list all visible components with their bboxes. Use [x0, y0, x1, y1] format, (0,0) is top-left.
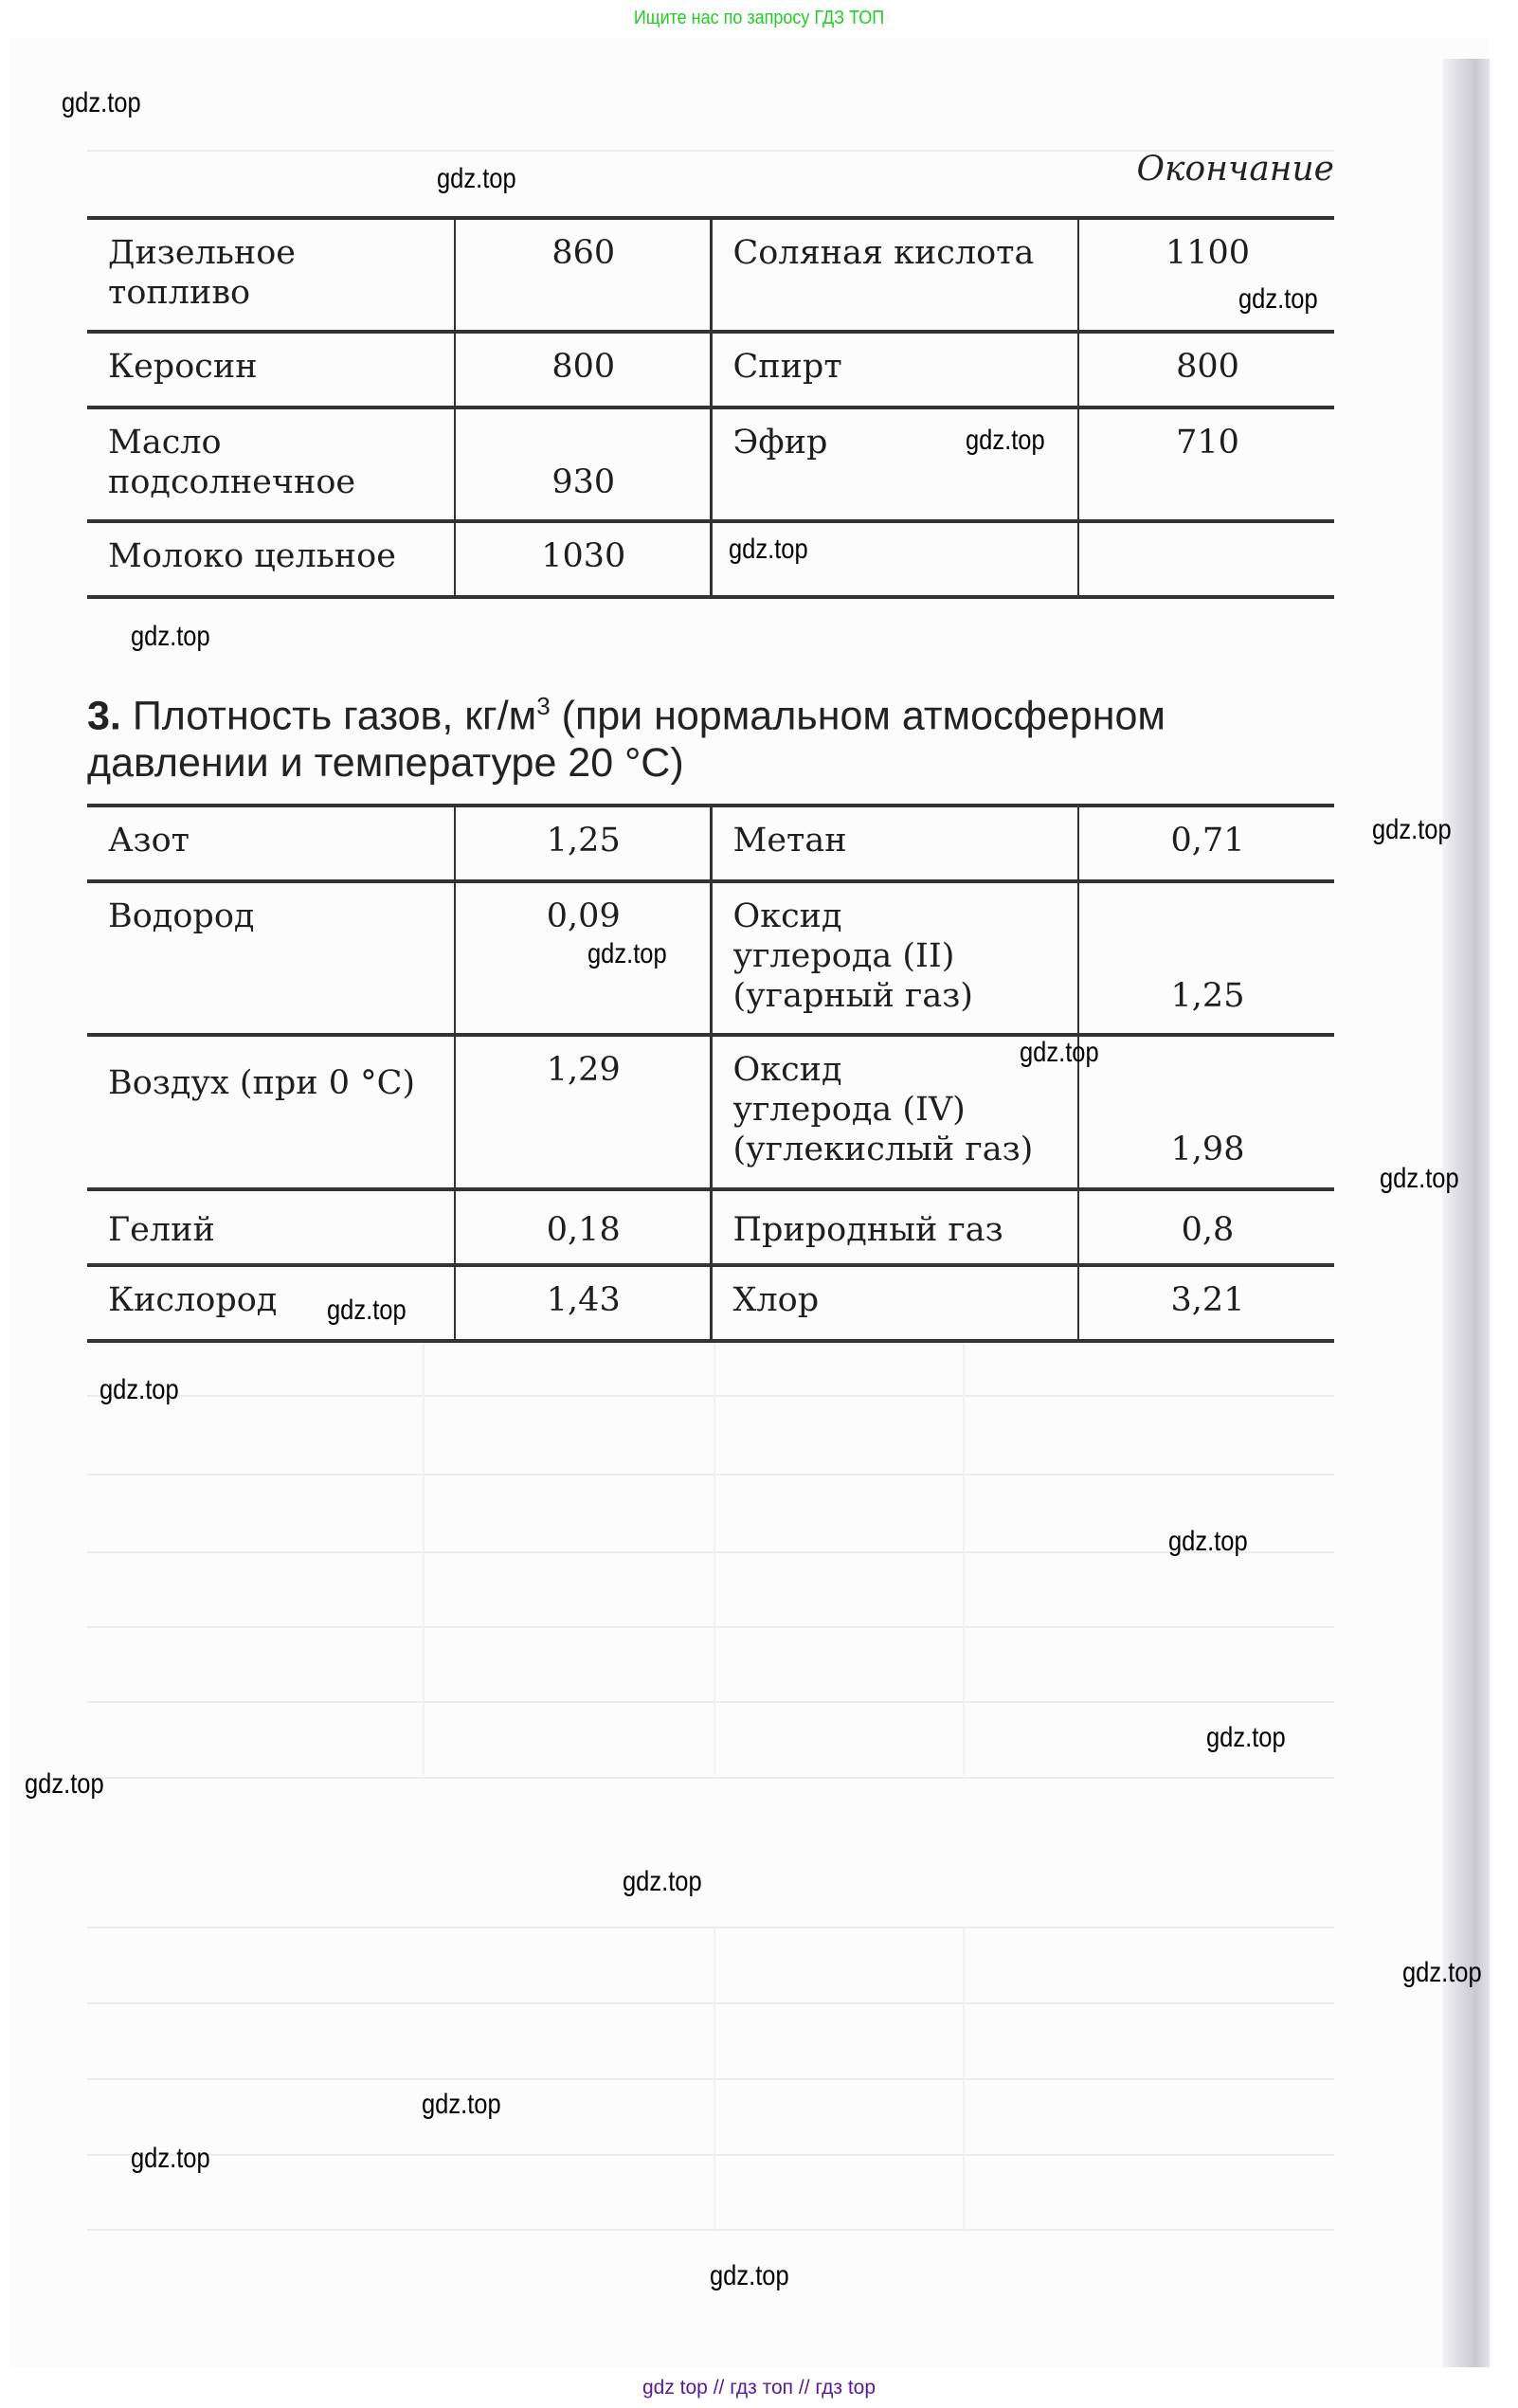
watermark-text: gdz.top [1372, 814, 1452, 845]
density-value: 1,25 [455, 806, 711, 881]
density-value: 1,43 [455, 1265, 711, 1341]
footer-watermark: gdz top // гдз топ // гдз top [642, 2377, 876, 2399]
substance-name: Оксид углерода (IV) (углекислый газ) [711, 1035, 1078, 1189]
watermark-text: gdz.top [729, 534, 808, 565]
substance-name: Эфир [711, 407, 1078, 521]
density-value: 800 [1078, 332, 1334, 407]
substance-name: Спирт [711, 332, 1078, 407]
page-edge-shadow [1442, 59, 1490, 2367]
watermark-text: gdz.top [1380, 1163, 1459, 1194]
density-value: 1,29 [455, 1035, 711, 1189]
substance-name: Природный газ [711, 1189, 1078, 1265]
section-title-continued: (при нормальном атмосферном давлении и температуре 20 °С) [87, 693, 1166, 787]
watermark-text: gdz.top [1402, 1957, 1482, 1988]
substance-name: Кислород [87, 1265, 455, 1341]
empty-cell [1078, 521, 1334, 597]
watermark-text: gdz.top [1168, 1526, 1248, 1557]
substance-name: Молоко цельное [87, 521, 455, 597]
watermark-text: gdz.top [1206, 1722, 1286, 1753]
section-heading [87, 682, 1357, 787]
watermark-text: gdz.top [25, 1768, 104, 1800]
watermark-text: gdz.top [623, 1866, 702, 1897]
superscript: 3 [536, 692, 551, 720]
table-row [87, 332, 1334, 407]
watermark-text: gdz.top [62, 87, 141, 118]
density-value: 1,98 [1078, 1035, 1334, 1189]
substance-name: Метан [711, 806, 1078, 881]
watermark-text: gdz.top [99, 1374, 179, 1405]
density-value: 0,09 [455, 881, 711, 1035]
density-value: 1030 [455, 521, 711, 597]
watermark-text: gdz.top [710, 2260, 789, 2291]
substance-name: Азот [87, 806, 455, 881]
substance-name: Дизельное топливо [87, 218, 455, 332]
density-value: 860 [455, 218, 711, 332]
table-row [87, 881, 1334, 1035]
table-row [87, 407, 1334, 521]
density-value: 0,18 [455, 1189, 711, 1265]
substance-name: Керосин [87, 332, 455, 407]
liquids-density-table [87, 216, 1334, 599]
table-row [87, 218, 1334, 332]
density-value: 1100 [1078, 218, 1334, 332]
table-row [87, 521, 1334, 597]
watermark-text: gdz.top [1020, 1037, 1099, 1068]
gases-density-table [87, 804, 1334, 1343]
density-value: 3,21 [1078, 1265, 1334, 1341]
watermark-text: gdz.top [966, 425, 1045, 456]
density-value: 0,71 [1078, 806, 1334, 881]
watermark-text: gdz.top [327, 1295, 407, 1326]
density-value: 0,8 [1078, 1189, 1334, 1265]
watermark-text: gdz.top [131, 2143, 210, 2174]
density-value: 800 [455, 332, 711, 407]
density-value: 930 [455, 407, 711, 521]
table-row [87, 1189, 1334, 1265]
density-value: 710 [1078, 407, 1334, 521]
substance-name: Хлор [711, 1265, 1078, 1341]
table-row [87, 1265, 1334, 1341]
substance-name: Воздух (при 0 °С) [87, 1035, 455, 1189]
substance-name: Гелий [87, 1189, 455, 1265]
section-title: Плотность газов, кг/м [132, 693, 537, 739]
substance-name: Оксид углерода (II) (угарный газ) [711, 881, 1078, 1035]
substance-name: Водород [87, 881, 455, 1035]
table-row [87, 1035, 1334, 1189]
table-row [87, 806, 1334, 881]
watermark-text: gdz.top [587, 938, 667, 969]
search-hint-banner: Ищите нас по запросу ГДЗ ТОП [633, 8, 885, 28]
watermark-text: gdz.top [131, 621, 210, 652]
section-number: 3. [87, 693, 121, 739]
table-continuation-caption: Окончание [1136, 150, 1334, 189]
density-value: 1,25 [1078, 881, 1334, 1035]
substance-name: Соляная кислота [711, 218, 1078, 332]
watermark-text: gdz.top [422, 2089, 501, 2120]
watermark-text: gdz.top [1238, 283, 1318, 315]
watermark-text: gdz.top [437, 163, 516, 194]
substance-name: Масло подсолнечное [87, 407, 455, 521]
